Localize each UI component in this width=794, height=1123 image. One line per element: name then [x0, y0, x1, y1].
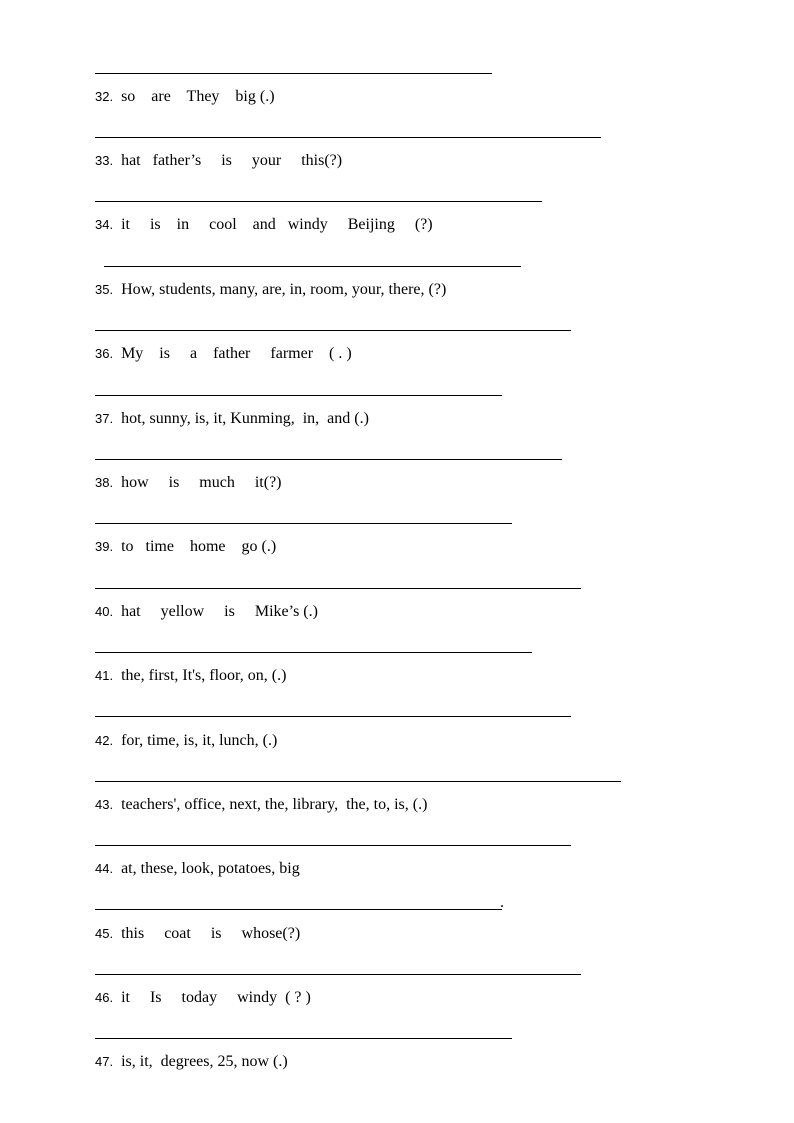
question-words: is, it, degrees, 25, now (.)	[121, 1053, 288, 1070]
question-42	[95, 732, 277, 750]
question-words: at, these, look, potatoes, big	[121, 860, 300, 877]
question-number: 33.	[95, 153, 114, 168]
question-number: 47.	[95, 1054, 114, 1069]
question-words: for, time, is, it, lunch, (.)	[121, 732, 278, 749]
question-number: 37.	[95, 411, 114, 426]
question-number: 43.	[95, 797, 114, 812]
question-number: 38.	[95, 475, 114, 490]
question-47	[95, 1053, 288, 1071]
question-words: it Is today windy ( ? )	[121, 989, 311, 1006]
answer-line-31[interactable]	[95, 73, 492, 74]
answer-line-35[interactable]	[95, 330, 571, 331]
question-number: 39.	[95, 539, 114, 554]
answer-line-38[interactable]	[95, 523, 512, 524]
question-number: 46.	[95, 990, 114, 1005]
question-number: 36.	[95, 346, 114, 361]
answer-line-46[interactable]	[95, 1038, 512, 1039]
answer-line-43[interactable]	[95, 845, 571, 846]
question-37	[95, 410, 369, 428]
question-words: so are They big (.)	[121, 88, 275, 105]
question-words: the, first, It's, floor, on, (.)	[121, 667, 287, 684]
answer-line-39[interactable]	[95, 588, 581, 589]
question-words: it is in cool and windy Beijing (?)	[121, 216, 433, 233]
question-number: 44.	[95, 861, 114, 876]
question-41	[95, 667, 286, 685]
question-words: teachers', office, next, the, library, the, to, is, (.)	[121, 796, 428, 813]
question-44	[95, 860, 300, 878]
question-46	[95, 989, 311, 1007]
question-number: 42.	[95, 733, 114, 748]
answer-line-42[interactable]	[95, 781, 621, 782]
question-words: to time home go (.)	[121, 538, 277, 555]
question-number: 32.	[95, 89, 114, 104]
question-36	[95, 345, 352, 363]
answer-line-36[interactable]	[95, 395, 502, 396]
question-number: 35.	[95, 282, 114, 297]
answer-line-44[interactable]	[95, 909, 502, 910]
question-33	[95, 152, 342, 170]
question-number: 40.	[95, 604, 114, 619]
question-number: 45.	[95, 926, 114, 941]
question-words: this coat is whose(?)	[121, 925, 301, 942]
answer-line-45[interactable]	[95, 974, 581, 975]
answer-line-40[interactable]	[95, 652, 532, 653]
question-39	[95, 538, 276, 556]
question-40	[95, 603, 318, 621]
question-35	[95, 281, 446, 299]
question-number: 41.	[95, 668, 114, 683]
question-number: 34.	[95, 217, 114, 232]
question-words: My is a father farmer ( . )	[121, 345, 352, 362]
question-34	[95, 216, 433, 234]
question-words: hat yellow is Mike’s (.)	[121, 603, 318, 620]
question-words: How, students, many, are, in, room, your, there, (?)	[121, 281, 447, 298]
question-words: hat father’s is your this(?)	[121, 152, 343, 169]
answer-line-34[interactable]	[104, 266, 521, 267]
answer-line-37[interactable]	[95, 459, 562, 460]
question-32	[95, 88, 275, 106]
question-38	[95, 474, 282, 492]
answer-line-44-period: .	[500, 894, 504, 911]
question-43	[95, 796, 427, 814]
answer-line-33[interactable]	[95, 201, 542, 202]
question-45	[95, 925, 300, 943]
question-words: hot, sunny, is, it, Kunming, in, and (.)	[121, 410, 369, 427]
question-words: how is much it(?)	[121, 474, 282, 491]
answer-line-41[interactable]	[95, 716, 571, 717]
answer-line-32[interactable]	[95, 137, 601, 138]
